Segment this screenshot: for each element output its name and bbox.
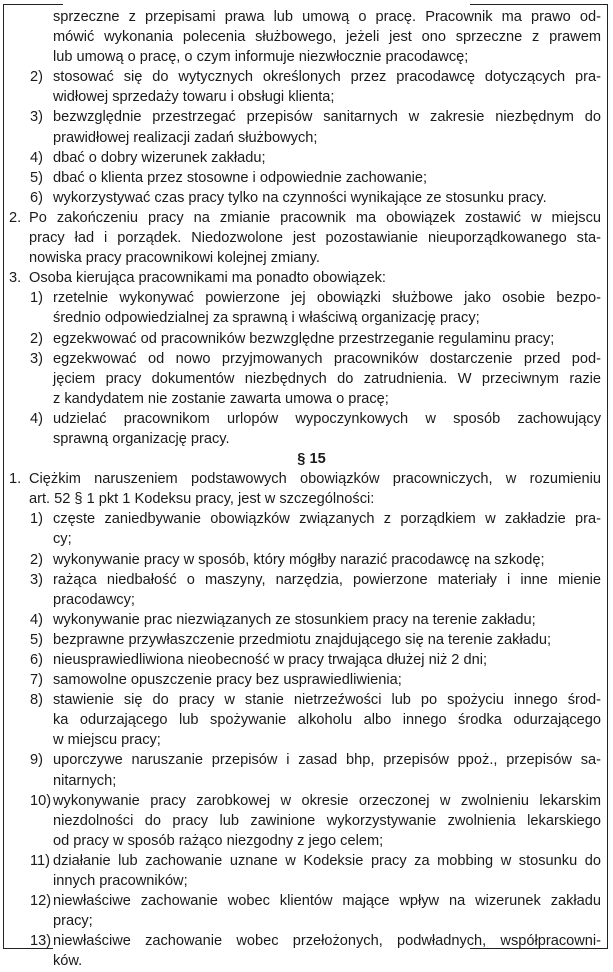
item-number: 1. — [9, 471, 22, 488]
text-line: wykonywanie prac niezwiązanych ze stosunkiem pracy na terenie zakładu; — [53, 611, 536, 628]
duties-list — [0, 67, 613, 208]
text-line: bezwzględnie przestrzegać przepisów sanitarnych w zakresie niezbędnym do — [53, 109, 601, 126]
point-2 — [0, 208, 613, 268]
text-line: jęciem pracy dokumentów niezbędnych do zatrudnienia. W przeciwnym razie — [53, 370, 601, 387]
text-line: stawienie się do pracy w stanie nietrzeźwości lub po spożyciu innego środ- — [53, 692, 601, 709]
frame-top-left-border — [3, 4, 63, 5]
text-line: egzekwować od nowo przyjmowanych pracowników dostarczenie przed pod- — [53, 350, 601, 367]
text-line: nieusprawiedliwiona nieobecność w pracy trwająca dłużej niż 2 dni; — [53, 652, 487, 668]
item-number: 12) — [30, 893, 52, 910]
text-line: sprawną organizację pracy. — [53, 430, 230, 447]
list-item — [0, 650, 613, 670]
item-number: 5) — [30, 631, 43, 648]
text-line: nitarnych; — [53, 772, 117, 789]
text-line: cy; — [53, 531, 72, 548]
text-line: art. 52 § 1 pkt 1 Kodeksu pracy, jest w szczególności: — [29, 491, 375, 508]
text-line: działanie lub zachowanie uznane w Kodeksie pracy za mobbing w stosunku do — [53, 852, 601, 869]
item-number: 3) — [30, 350, 43, 367]
text-line: rażąca niedbałość o maszyny, narzędzia, powierzone materiały i inne mienie — [53, 571, 601, 588]
item-number: 4) — [30, 611, 43, 628]
item-number: 4) — [30, 149, 43, 166]
document-body — [0, 7, 613, 972]
item-number: 3) — [30, 571, 43, 588]
list-item — [0, 148, 613, 168]
text-line: wykonywanie pracy w sposób, który mógłby narazić pracodawcę na szkodę; — [53, 551, 545, 568]
text-line: rzetelnie wykonywać powierzone jej obowiązki służbowe jako osobie bezpo- — [53, 290, 601, 307]
text-line: niewłaściwe zachowanie wobec przełożonych, podwładnych, współpracowni- — [53, 933, 601, 950]
list-item — [0, 349, 613, 409]
continuation-paragraph — [0, 7, 613, 67]
list-item — [0, 509, 613, 549]
item-number: 3) — [30, 109, 43, 126]
item-number: 2) — [30, 69, 43, 86]
list-item — [0, 851, 613, 891]
text-line: lub umową o pracę, o czym informuje niezwłocznie pracodawcę; — [53, 49, 469, 66]
item-number: 1) — [30, 290, 43, 307]
item-number: 11) — [30, 852, 51, 869]
item-number: 3. — [9, 270, 22, 287]
frame-top-right-border — [470, 4, 608, 5]
text-line: nowiska pracy pracownikowi kolejnej zmiany. — [29, 250, 320, 267]
list-item — [0, 610, 613, 630]
list-item — [0, 168, 613, 188]
item-number: 6) — [30, 652, 43, 668]
item-number: 2. — [9, 209, 22, 226]
manager-duties-list — [0, 288, 613, 449]
text-line: częste zaniedbywanie obowiązków związanych z porządkiem w zakładzie pra- — [53, 511, 601, 528]
item-number: 9) — [30, 752, 43, 769]
list-item — [0, 931, 613, 971]
text-line: niezdolności do pracy lub zawinione wykorzystywanie zwolnienia lekarskiego — [53, 812, 601, 829]
text-line: średnio odpowiedzialnej za sprawną i właściwą organizację pracy; — [53, 310, 480, 327]
text-line: uporczywe naruszanie przepisów i zasad bhp, przepisów ppoż., przepisów sa- — [53, 752, 601, 769]
list-item — [0, 570, 613, 610]
item-number: 1) — [30, 511, 43, 528]
list-item — [0, 188, 613, 208]
list-item — [0, 630, 613, 650]
item-number: 5) — [30, 169, 43, 186]
text-line: Ciężkim naruszeniem podstawowych obowiązków pracowniczych, w rozumieniu — [29, 471, 601, 488]
text-line: dbać o dobry wizerunek zakładu; — [53, 149, 266, 166]
list-item — [0, 550, 613, 570]
text-line: pracy ład i porządek. Niedozwolone jest pozostawianie nieuporządkowanego sta- — [29, 230, 601, 247]
item-number: 10) — [30, 792, 52, 809]
text-line: stosować się do wytycznych określonych przez pracodawcę dotyczących pra- — [53, 69, 601, 86]
text-line: dbać o klienta przez stosowne i odpowiednie zachowanie; — [53, 169, 427, 186]
text-line: samowolne opuszczenie pracy bez usprawiedliwienia; — [53, 672, 402, 689]
item-number: 6) — [30, 189, 43, 206]
item-number: 7) — [30, 672, 43, 689]
item-number: 8) — [30, 692, 43, 709]
text-line: mówić wykonania polecenia służbowego, jeżeli jest ono sprzeczne z prawem — [53, 29, 601, 46]
section-heading: § 15 — [297, 451, 326, 468]
text-line: Osoba kierująca pracownikami ma ponadto obowiązek: — [29, 270, 386, 287]
item-number: 2) — [30, 551, 43, 568]
violations-list — [0, 509, 613, 971]
text-line: ków. — [53, 953, 83, 970]
text-line: sprzeczne z przepisami prawa lub umową o pracę. Pracownik ma prawo od- — [53, 9, 601, 25]
section-15-point-1 — [0, 469, 613, 509]
list-item — [0, 329, 613, 349]
text-line: bezprawne przywłaszczenie przedmiotu znajdującego się na terenie zakładu; — [53, 631, 552, 648]
list-item — [0, 288, 613, 328]
list-item — [0, 670, 613, 690]
text-line: w miejscu pracy; — [53, 732, 161, 749]
list-item — [0, 107, 613, 147]
text-line: z kandydatem nie zostanie zawarta umowa o pracę; — [53, 390, 389, 407]
point-3 — [0, 268, 613, 288]
text-line: Po zakończeniu pracy na zmianie pracownik ma obowiązek zostawić w miejscu — [29, 209, 601, 226]
text-line: widłowej sprzedaży towaru i obsługi klienta; — [53, 89, 335, 106]
list-item — [0, 409, 613, 449]
text-line: prawidłowej realizacji zadań służbowych; — [53, 129, 318, 146]
item-number: 4) — [30, 410, 43, 427]
text-line: udzielać pracownikom urlopów wypoczynkowych w sposób zachowujący — [53, 410, 601, 427]
item-number: 13) — [30, 933, 52, 950]
list-item — [0, 791, 613, 851]
text-line: egzekwować od pracowników bezwzględne przestrzeganie regulaminu pracy; — [53, 330, 555, 347]
text-line: niewłaściwe zachowanie wobec klientów mające wpływ na wizerunek zakładu — [53, 893, 601, 910]
text-line: wykonywanie pracy zarobkowej w okresie orzeczonej w zwolnieniu lekarskim — [53, 792, 601, 809]
text-line: od pracy w sposób rażąco niezgodny z jego celem; — [53, 832, 384, 849]
item-number: 2) — [30, 330, 43, 347]
list-item — [0, 67, 613, 107]
text-line: ka odurzającego lub spożywanie alkoholu albo innego środka odurzającego — [53, 712, 601, 729]
list-item — [0, 750, 613, 790]
text-line: pracodawcy; — [53, 591, 135, 608]
list-item — [0, 690, 613, 750]
text-line: pracy; — [53, 913, 93, 930]
text-line: wykorzystywać czas pracy tylko na czynności wynikające ze stosunku pracy. — [53, 189, 547, 206]
text-line: innych pracowników; — [53, 873, 188, 890]
list-item — [0, 891, 613, 931]
